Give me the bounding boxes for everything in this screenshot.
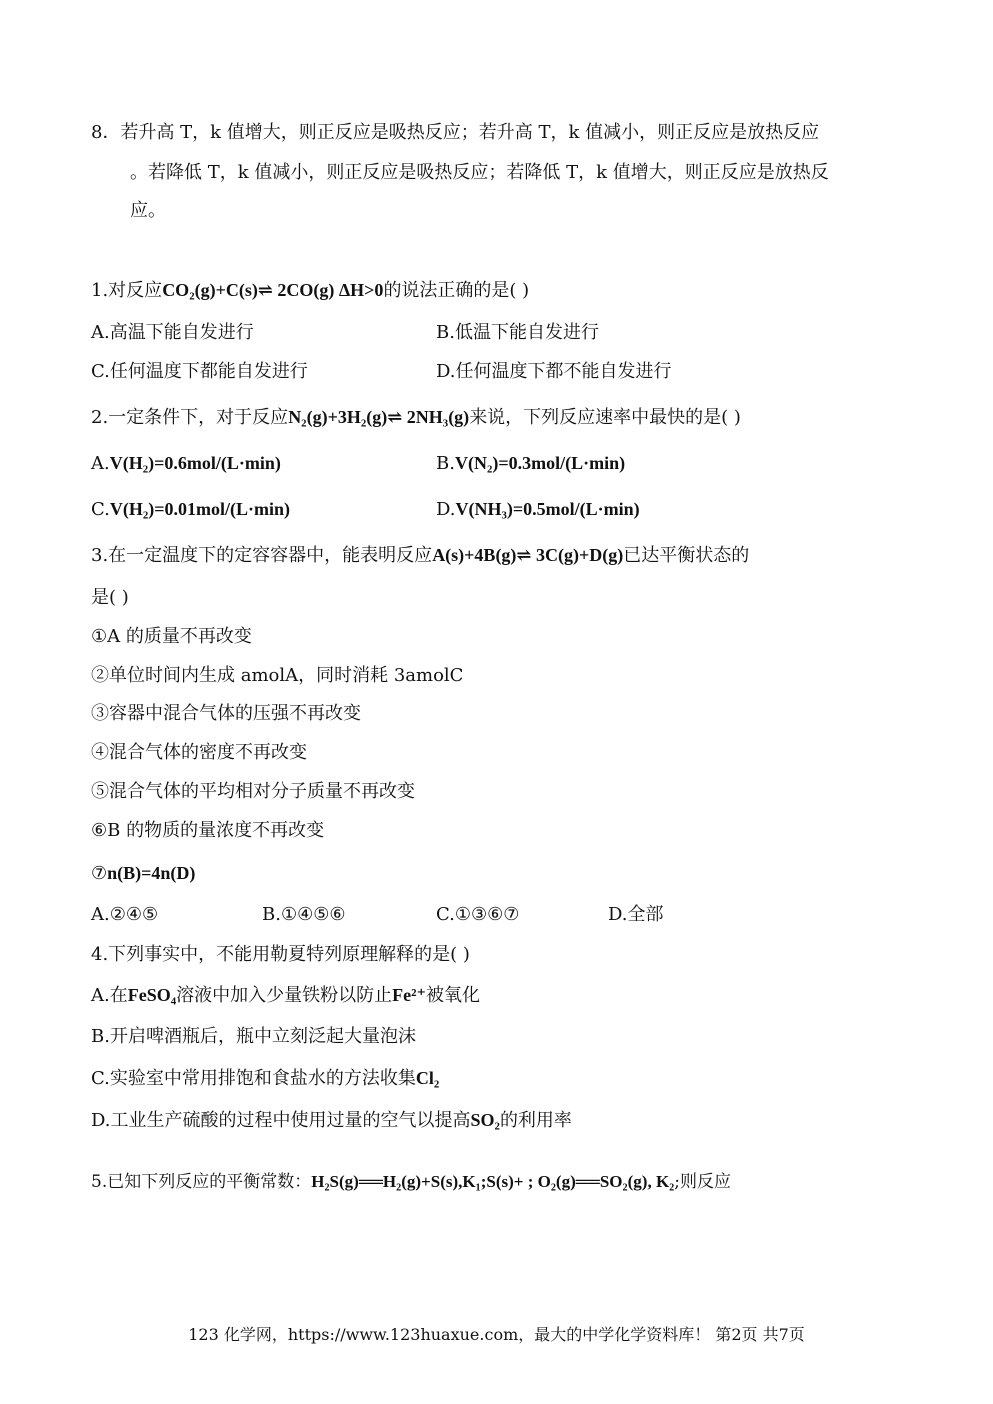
q5-stem-prefix: 5.已知下列反应的平衡常数： xyxy=(91,1172,312,1192)
q4-option-a-formula2: Fe²⁺ xyxy=(392,985,427,1005)
q2-option-c-label: C. xyxy=(91,499,110,520)
q3-stem-suffix: 已达平衡状态的 xyxy=(623,545,750,566)
note8-line1: 8．若升高 T，k 值增大，则正反应是吸热反应；若升高 T，k 值减小，则正反应是放热反应 xyxy=(91,122,820,143)
q2-option-d-label: D. xyxy=(436,499,456,520)
q2-option-c-formula: V(H₂)=0.01mol/(L·min) xyxy=(109,499,290,519)
note8-line2: 。若降低 T，k 值减小，则正反应是吸热反应；若降低 T，k 值增大，则正反应是放热反 xyxy=(130,162,829,183)
q1-option-d: D.任何温度下都不能自发进行 xyxy=(436,361,672,382)
q3-item-3: ③容器中混合气体的压强不再改变 xyxy=(91,703,361,724)
q4-option-d-suffix: 的利用率 xyxy=(499,1110,572,1131)
q3-option-d: D.全部 xyxy=(608,904,664,925)
q3-item-7-label: ⑦ xyxy=(91,863,108,884)
q3-stem-line2: 是( ) xyxy=(91,587,129,608)
q3-option-c: C.①③⑥⑦ xyxy=(436,904,520,925)
q2-stem-suffix: 来说，下列反应速率中最快的是( ) xyxy=(469,407,741,428)
q3-item-4: ④混合气体的密度不再改变 xyxy=(91,742,307,763)
q2-option-b-formula: V(N₂)=0.3mol/(L·min) xyxy=(454,453,626,473)
q1-option-c: C.任何温度下都能自发进行 xyxy=(91,361,308,382)
q1-stem-suffix: 的说法正确的是( ) xyxy=(383,280,530,301)
q1-option-a: A.高温下能自发进行 xyxy=(91,322,254,343)
q5-stem xyxy=(91,1169,731,1195)
q3-option-b: B.①④⑤⑥ xyxy=(262,904,346,925)
q5-stem-suffix: ;则反应 xyxy=(674,1172,731,1192)
q3-formula: A(s)+4B(g)⇌ 3C(g)+D(g) xyxy=(432,545,624,565)
q2-option-b xyxy=(436,450,625,477)
q2-option-d-formula: V(NH₃)=0.5mol/(L·min) xyxy=(455,499,640,519)
q4-option-d xyxy=(91,1107,572,1134)
q3-stem xyxy=(91,542,749,569)
q1-stem-prefix: 1.对反应 xyxy=(91,280,163,301)
q4-option-a-prefix: A.在 xyxy=(91,985,128,1006)
q2-option-a-formula: V(H₂)=0.6mol/(L·min) xyxy=(109,453,281,473)
q3-option-a: A.②④⑤ xyxy=(91,904,159,925)
q2-option-a xyxy=(91,450,281,477)
q4-option-d-formula: SO₂ xyxy=(470,1110,500,1130)
q3-item-7-formula: n(B)=4n(D) xyxy=(107,863,196,883)
q4-stem: 4.下列事实中，不能用勒夏特列原理解释的是( ) xyxy=(91,944,470,965)
q2-formula: N₂(g)+3H₂(g)⇌ 2NH₃(g) xyxy=(288,407,470,427)
q4-option-d-prefix: D.工业生产硫酸的过程中使用过量的空气以提高 xyxy=(91,1110,471,1131)
q1-option-b: B.低温下能自发进行 xyxy=(436,322,599,343)
q2-stem xyxy=(91,404,741,431)
note8-line3: 应。 xyxy=(130,200,166,221)
q1-stem xyxy=(91,277,529,304)
q3-item-6: ⑥B 的物质的量浓度不再改变 xyxy=(91,820,325,841)
q4-option-a xyxy=(91,982,480,1009)
q2-option-b-label: B. xyxy=(436,453,455,474)
q4-option-c-prefix: C.实验室中常用排饱和食盐水的方法收集 xyxy=(91,1068,416,1089)
q3-item-7 xyxy=(91,860,195,887)
q3-item-1: ①A 的质量不再改变 xyxy=(91,626,252,647)
q4-option-a-mid: 溶液中加入少量铁粉以防止 xyxy=(176,985,393,1006)
q2-option-a-label: A. xyxy=(91,453,110,474)
q4-option-c-formula: Cl₂ xyxy=(415,1068,440,1088)
q3-stem-prefix: 3.在一定温度下的定容容器中，能表明反应 xyxy=(91,545,433,566)
page-footer: 123 化学网，https://www.123huaxue.com，最大的中学化学资料库！ 第2页 共7页 xyxy=(188,1325,805,1344)
q4-option-b: B.开启啤酒瓶后，瓶中立刻泛起大量泡沫 xyxy=(91,1026,416,1047)
q3-item-5: ⑤混合气体的平均相对分子质量不再改变 xyxy=(91,781,415,802)
q2-option-c xyxy=(91,496,290,523)
q1-formula: CO₂(g)+C(s)⇌ 2CO(g) ΔH>0 xyxy=(162,280,384,300)
q3-item-2: ②单位时间内生成 amolA，同时消耗 3amolC xyxy=(91,665,464,686)
q5-formula: H₂S(g)══H₂(g)+S(s),K₁;S(s)+ ; O₂(g)══SO₂(g), K₂ xyxy=(311,1172,675,1191)
q4-option-c xyxy=(91,1065,439,1092)
q2-stem-prefix: 2.一定条件下，对于反应 xyxy=(91,407,289,428)
q2-option-d xyxy=(436,496,640,523)
q4-option-a-formula1: FeSO₄ xyxy=(127,985,177,1005)
q4-option-a-suffix: 被氧化 xyxy=(426,985,481,1006)
